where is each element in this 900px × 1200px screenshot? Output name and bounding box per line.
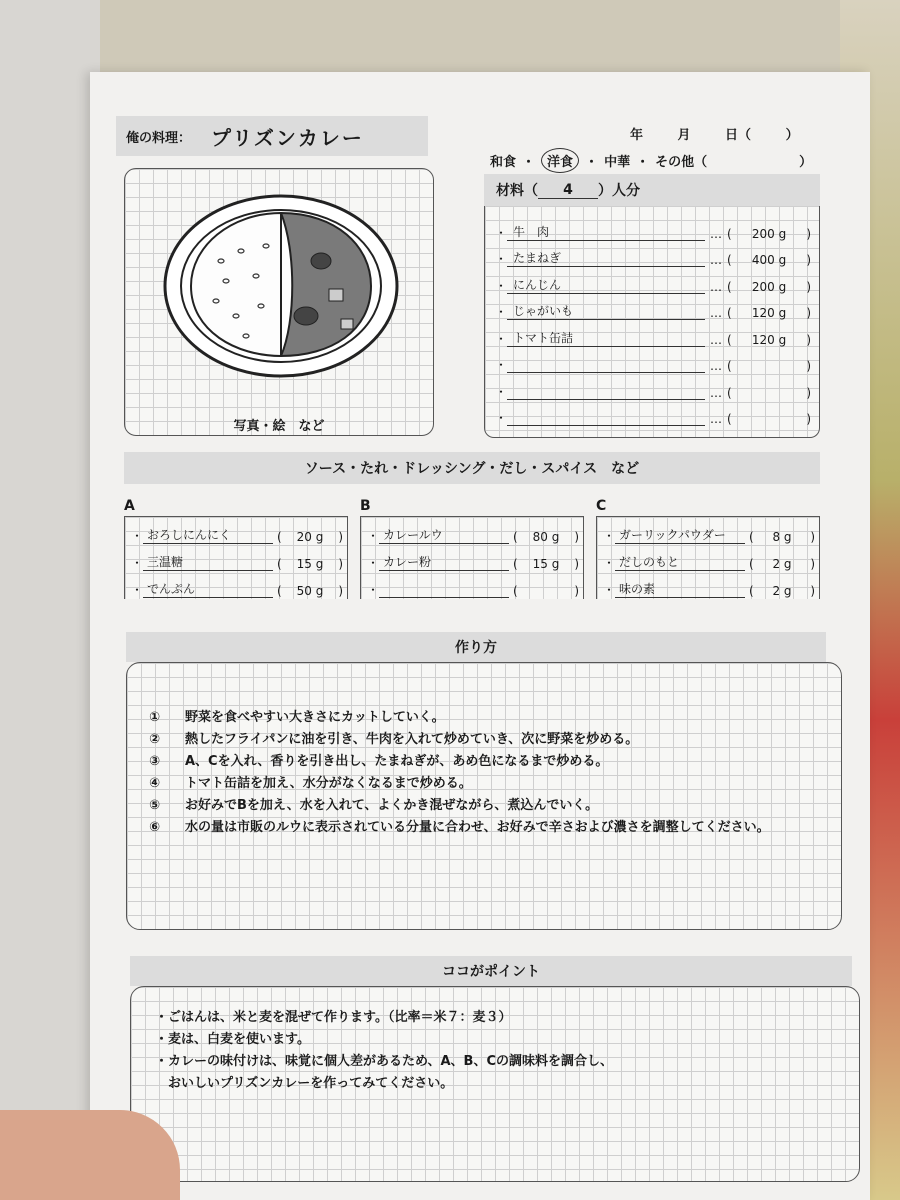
step-text: 水の量は市販のルウに表示されている分量に合わせ、お好みで辛さおよび濃さを調整してください。 xyxy=(185,820,770,835)
paren-open: ( xyxy=(727,359,732,373)
points-list xyxy=(130,986,860,1182)
sauce-row xyxy=(597,544,819,571)
paren-open: ( xyxy=(749,557,754,571)
category-other: その他（ xyxy=(655,155,708,170)
step-number: ⑥ xyxy=(149,820,161,835)
sauce-amount: 2 g xyxy=(772,557,792,571)
category-other-close: ） xyxy=(799,155,813,170)
sauce-amount-wrap xyxy=(509,557,579,571)
sauce-bullet: ・ xyxy=(603,556,616,570)
paren-close: ) xyxy=(806,306,812,320)
paren-open: ( xyxy=(513,584,518,598)
ingredient-name xyxy=(507,372,705,373)
category-washoku: 和食 xyxy=(490,155,517,170)
ingredient-bullet: ・ xyxy=(495,305,508,319)
sauce-amount-wrap xyxy=(745,557,815,571)
sauce-row xyxy=(361,571,583,598)
ingredient-name xyxy=(507,399,705,400)
sauce-amount: 15 g xyxy=(296,557,324,571)
ingredient-bullet: ・ xyxy=(495,278,508,293)
sauce-amount: 2 g xyxy=(772,584,792,598)
sauce-row xyxy=(597,517,819,544)
sauce-amount-wrap xyxy=(273,584,343,598)
paren-open: ( xyxy=(277,557,282,571)
step-number: ④ xyxy=(149,776,161,791)
sauce-amount: 15 g xyxy=(532,557,560,571)
sauce-row xyxy=(125,517,347,544)
sauce-name: 三温糖 xyxy=(143,553,273,571)
paren-open: ( xyxy=(513,530,518,544)
sauce-amount: 20 g xyxy=(296,530,324,544)
servings-bar xyxy=(484,174,820,206)
sauce-bullet: ・ xyxy=(131,583,144,597)
method-step xyxy=(149,729,841,751)
sauce-row xyxy=(125,571,347,598)
ingredient-bullet: ・ xyxy=(495,384,508,399)
background-left xyxy=(0,0,100,1200)
sauce-row xyxy=(361,544,583,571)
sauce-group-c xyxy=(596,498,820,598)
sauce-amount-wrap xyxy=(745,584,815,598)
ingredient-dots: … xyxy=(710,412,723,426)
sauce-bullet: ・ xyxy=(367,583,380,597)
servings-suffix: ）人分 xyxy=(598,183,640,199)
category-separator: ・ xyxy=(585,155,599,170)
sauce-group-frame xyxy=(124,517,348,599)
category-selector xyxy=(490,148,812,173)
ingredient-amount: 200 g xyxy=(751,279,787,294)
sauce-group-b xyxy=(360,498,584,598)
ingredient-amount-wrap xyxy=(727,253,811,267)
curry-plate-illustration xyxy=(161,191,401,381)
step-text: お好みでBを加え、水を入れて、よくかき混ぜながら、煮込んでいく。 xyxy=(185,798,599,813)
category-chuka: 中華 xyxy=(604,155,631,170)
sauce-group-letter: B xyxy=(360,498,584,517)
ingredient-dots: … xyxy=(710,226,723,241)
ingredient-row xyxy=(485,347,819,374)
category-separator: ・ xyxy=(636,155,650,170)
sauce-group-letter: A xyxy=(124,498,348,517)
ingredient-amount-wrap xyxy=(727,412,811,426)
paren-open: ( xyxy=(277,584,282,598)
paren-close: ) xyxy=(574,530,579,544)
sauces-heading-bar xyxy=(124,452,820,484)
servings-value: 4 xyxy=(538,182,598,199)
category-separator: ・ xyxy=(522,155,536,170)
ingredient-name: 牛 肉 xyxy=(507,223,705,241)
paren-open: ( xyxy=(727,306,732,320)
step-text: 熱したフライパンに油を引き、牛肉を入れて炒めていき、次に野菜を炒める。 xyxy=(185,732,639,747)
sauce-group-frame xyxy=(596,517,820,599)
paren-open: ( xyxy=(749,584,754,598)
sauce-name: カレールウ xyxy=(379,526,509,544)
ingredient-name: にんじん xyxy=(507,276,705,294)
ingredient-dots: … xyxy=(710,253,723,267)
ingredient-dots: … xyxy=(710,385,723,400)
paren-close: ) xyxy=(810,557,815,571)
paren-close: ) xyxy=(810,584,815,598)
recipe-page xyxy=(90,72,870,1200)
ingredient-dots: … xyxy=(710,279,723,294)
paren-open: ( xyxy=(727,332,732,347)
paren-close: ) xyxy=(806,253,812,267)
sauce-bullet: ・ xyxy=(367,529,380,543)
sauce-group-a xyxy=(124,498,348,598)
dish-name: プリズンカレー xyxy=(211,125,364,150)
ingredient-amount-wrap xyxy=(727,359,811,373)
step-text: トマト缶詰を加え、水分がなくなるまで炒める。 xyxy=(185,776,472,791)
sauce-bullet: ・ xyxy=(367,556,380,570)
sauce-amount-wrap xyxy=(273,530,343,544)
sauce-name xyxy=(379,597,509,598)
sauce-name: だしのもと xyxy=(615,553,745,571)
photo-caption: 写真・絵 など xyxy=(233,419,325,434)
ingredient-bullet: ・ xyxy=(495,358,508,372)
method-step xyxy=(149,707,841,729)
ingredient-amount: 200 g xyxy=(751,226,787,241)
sauce-group-frame xyxy=(360,517,584,599)
paren-close: ) xyxy=(810,530,815,544)
paren-open: ( xyxy=(727,385,732,400)
method-step xyxy=(149,773,841,795)
sauce-row xyxy=(125,544,347,571)
sauce-row xyxy=(361,517,583,544)
point-line: ・ごはんは、米と麦を混ぜて作ります。（比率＝米７：麦３） xyxy=(155,1010,512,1025)
ingredient-name: トマト缶詰 xyxy=(507,329,705,347)
paren-open: ( xyxy=(277,530,282,544)
ingredient-amount-wrap xyxy=(727,386,811,400)
ingredients-list xyxy=(484,206,820,438)
sauce-name: 味の素 xyxy=(615,580,745,598)
sauce-name: おろしにんにく xyxy=(143,526,273,544)
ingredient-dots: … xyxy=(710,332,723,347)
method-step xyxy=(149,751,841,773)
step-text: A、Cを入れ、香りを引き出し、たまねぎが、あめ色になるまで炒める。 xyxy=(185,754,609,769)
thumb xyxy=(0,1110,180,1200)
ingredient-amount: 120 g xyxy=(751,306,787,320)
ingredient-bullet: ・ xyxy=(495,331,508,346)
ingredient-bullet: ・ xyxy=(495,411,508,425)
sauce-row xyxy=(597,571,819,598)
ingredient-name xyxy=(507,425,705,426)
paren-close: ) xyxy=(806,359,812,373)
step-text: 野菜を食べやすい大きさにカットしていく。 xyxy=(185,710,445,725)
ingredient-amount-wrap xyxy=(727,280,811,294)
method-step xyxy=(149,817,841,839)
step-number: ⑤ xyxy=(149,798,161,813)
method-step xyxy=(149,795,841,817)
paren-open: ( xyxy=(513,557,518,571)
date-line: 年 月 日（ ） xyxy=(630,128,799,143)
paren-close: ) xyxy=(806,385,812,400)
dish-label: 俺の料理： xyxy=(126,130,192,146)
paren-close: ) xyxy=(338,530,343,544)
step-number: ③ xyxy=(149,754,161,769)
ingredient-name: じゃがいも xyxy=(507,302,705,320)
point-line: おいしいプリズンカレーを作ってみてください。 xyxy=(155,1076,454,1091)
sauce-name: ガーリックパウダー xyxy=(615,526,745,544)
servings-label: 材料（ xyxy=(496,183,538,199)
ingredient-bullet: ・ xyxy=(495,225,508,240)
method-steps xyxy=(126,662,842,930)
sauces-heading: ソース・たれ・ドレッシング・だし・スパイス など xyxy=(304,461,640,477)
ingredient-row xyxy=(485,214,819,241)
points-heading-bar xyxy=(130,956,852,986)
ingredient-amount-wrap xyxy=(727,333,811,347)
paren-close: ) xyxy=(338,584,343,598)
sauce-amount-wrap xyxy=(509,584,579,598)
sauce-bullet: ・ xyxy=(603,529,616,543)
method-heading-bar xyxy=(126,632,826,662)
sauce-bullet: ・ xyxy=(131,556,144,570)
sauce-amount: 80 g xyxy=(532,530,560,544)
method-heading: 作り方 xyxy=(455,640,497,656)
sauce-amount: 50 g xyxy=(296,584,324,598)
paren-close: ) xyxy=(574,557,579,571)
ingredient-dots: … xyxy=(710,306,723,320)
points-heading: ココがポイント xyxy=(442,964,540,980)
ingredient-amount-wrap xyxy=(727,306,811,320)
paren-open: ( xyxy=(727,226,732,241)
paren-open: ( xyxy=(727,412,732,426)
sauce-amount-wrap xyxy=(273,557,343,571)
ingredient-amount-wrap xyxy=(727,227,811,241)
sauce-amount: 8 g xyxy=(772,530,792,544)
ingredient-row xyxy=(485,241,819,268)
paren-close: ) xyxy=(806,332,812,347)
ingredient-row xyxy=(485,400,819,427)
ingredient-row xyxy=(485,294,819,321)
ingredient-name: たまねぎ xyxy=(507,249,705,267)
paren-close: ) xyxy=(806,226,812,241)
point-line: ・カレーの味付けは、味覚に個人差があるため、A、B、Cの調味料を調合し、 xyxy=(155,1054,613,1069)
paren-close: ) xyxy=(338,557,343,571)
paren-close: ) xyxy=(806,279,812,294)
ingredient-dots: … xyxy=(710,359,723,373)
dish-title-bar xyxy=(116,116,428,156)
photo-area xyxy=(124,168,434,436)
paren-close: ) xyxy=(574,584,580,598)
sauce-name: でんぷん xyxy=(143,580,273,598)
sauce-amount-wrap xyxy=(509,530,579,544)
paren-open: ( xyxy=(727,279,732,294)
ingredient-row xyxy=(485,267,819,294)
paren-close: ) xyxy=(806,412,812,426)
sauce-amount-wrap xyxy=(745,530,815,544)
ingredient-row xyxy=(485,320,819,347)
sauce-bullet: ・ xyxy=(603,583,616,597)
ingredient-amount: 400 g xyxy=(751,253,787,267)
point-line: ・麦は、白麦を使います。 xyxy=(155,1032,310,1047)
ingredient-bullet: ・ xyxy=(495,252,508,266)
paren-open: ( xyxy=(727,253,732,267)
sauce-bullet: ・ xyxy=(131,529,144,543)
sauce-name: カレー粉 xyxy=(379,553,509,571)
ingredient-amount: 120 g xyxy=(751,332,787,347)
ingredient-row xyxy=(485,373,819,400)
category-yoshoku-selected: 洋食 xyxy=(541,148,579,173)
step-number: ② xyxy=(149,732,161,747)
sauce-group-letter: C xyxy=(596,498,820,517)
step-number: ① xyxy=(149,710,161,725)
paren-open: ( xyxy=(749,530,754,544)
